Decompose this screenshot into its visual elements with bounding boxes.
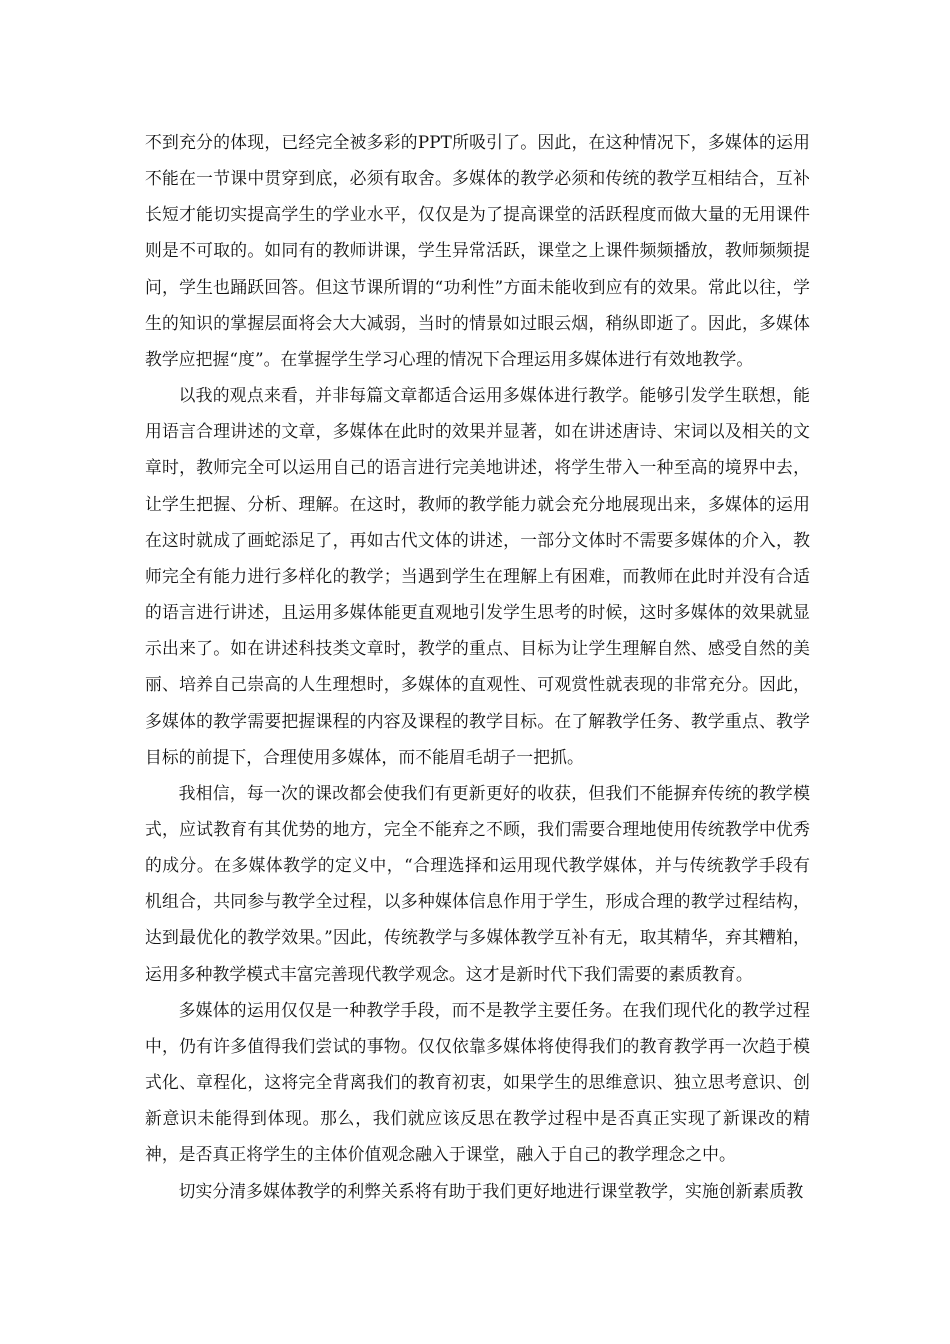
paragraph-teaching-method: 多媒体的运用仅仅是一种教学手段，而不是教学主要任务。在我们现代化的教学过程中，仍有许多值得我们尝试的事物。仅仅依靠多媒体将使得我们的教育教学再一次趋于模式化、章程化，这将完全背离我们的教育初衷，如果学生的思维意识、独立思考意识、创新意识未能得到体现。那么，我们就应该反思在教学过程中是否真正实现了新课改的精神，是否真正将学生的主体价值观念融入于课堂，融入于自己的教学理念之中。 [145, 999, 810, 1165]
paragraph-continuation: 不到充分的体现，已经完全被多彩的PPT所吸引了。因此，在这种情况下，多媒体的运用不能在一节课中贯穿到底，必须有取舍。多媒体的教学必须和传统的教学互相结合，互补长短才能切实提高学生的学业水平，仅仅是为了提高课堂的活跃程度而做大量的无用课件则是不可取的。如同有的教师讲课，学生异常活跃，课堂之上课件频频播放，教师频频提问，学生也踊跃回答。但这节课所谓的“功利性”方面未能收到应有的效果。常此以往，学生的知识的掌握层面将会大大减弱，当时的情景如过眼云烟，稍纵即逝了。因此，多媒体教学应把握“度”。在掌握学生学习心理的情况下合理运用多媒体进行有效地教学。 [145, 132, 810, 369]
document-body [145, 124, 810, 1209]
paragraph-traditional-teaching: 我相信，每一次的课改都会使我们有更新更好的收获，但我们不能摒弃传统的教学模式，应试教育有其优势的地方，完全不能弃之不顾，我们需要合理地使用传统教学中优秀的成分。在多媒体教学的定义中，“合理选择和运用现代教学媒体，并与传统教学手段有机组合，共同参与教学全过程，以多种媒体信息作用于学生，形成合理的教学过程结构，达到最优化的教学效果。”因此，传统教学与多媒体教学互补有无，取其精华，弃其糟粕，运用多种教学模式丰富完善现代教学观念。这才是新时代下我们需要的素质教育。 [145, 782, 810, 984]
paragraph-multimedia-suitability: 以我的观点来看，并非每篇文章都适合运用多媒体进行教学。能够引发学生联想，能用语言合理讲述的文章，多媒体在此时的效果并显著，如在讲述唐诗、宋词以及相关的文章时，教师完全可以运用自己的语言进行完美地讲述，将学生带入一种至高的境界中去，让学生把握、分析、理解。在这时，教师的教学能力就会充分地展现出来，多媒体的运用在这时就成了画蛇添足了，再如古代文体的讲述，一部分文体时不需要多媒体的介入，教师完全有能力进行多样化的教学；当遇到学生在理解上有困难，而教师在此时并没有合适的语言进行讲述，且运用多媒体能更直观地引发学生思考的时候，这时多媒体的效果就显示出来了。如在讲述科技类文章时，教学的重点、目标为让学生理解自然、感受自然的美丽、培养自己崇高的人生理想时，多媒体的直观性、可观赏性就表现的非常充分。因此，多媒体的教学需要把握课程的内容及课程的教学目标。在了解教学任务、教学重点、教学目标的前提下，合理使用多媒体，而不能眉毛胡子一把抓。 [145, 385, 810, 767]
paragraph-conclusion-start: 切实分清多媒体教学的利弊关系将有助于我们更好地进行课堂教学，实施创新素质教 [178, 1180, 804, 1201]
